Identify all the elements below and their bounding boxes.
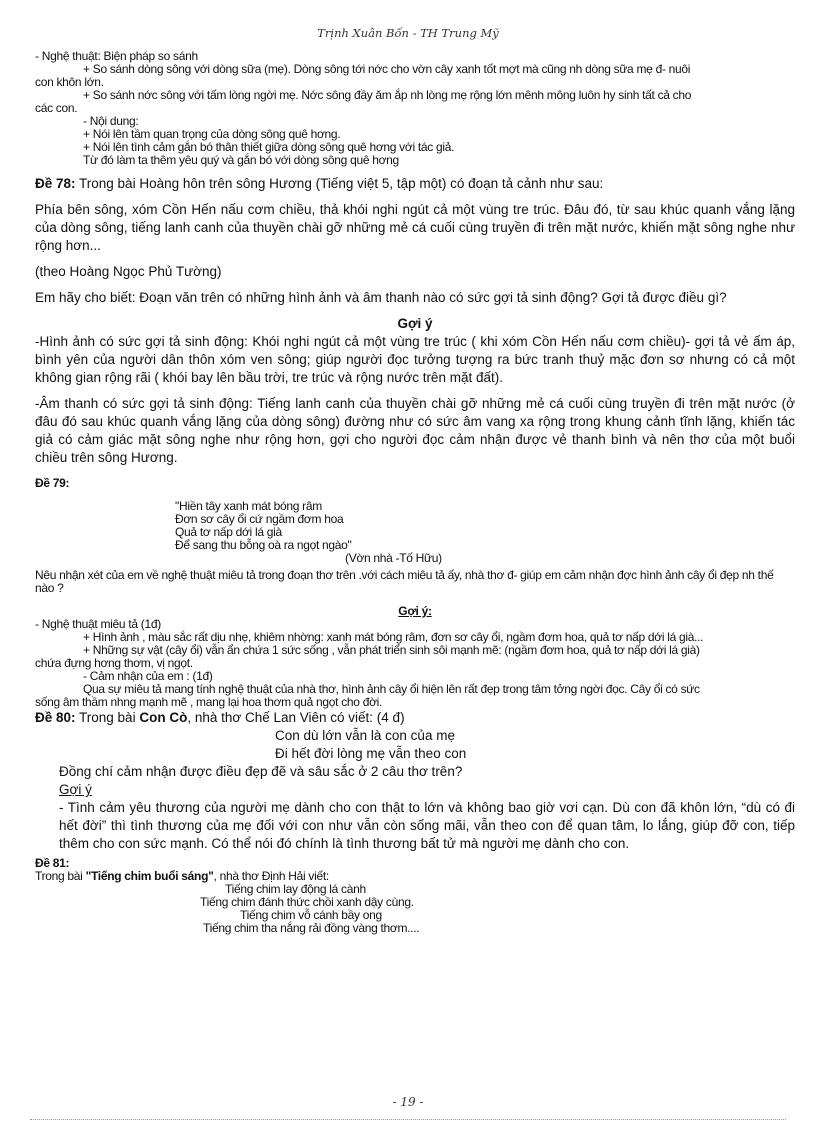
question-78-hint-sound: -Âm thanh có sức gợi tả sinh động: Tiếng lanh canh của thuyền chài gỡ những mẻ cá cuối cùng truyền đi trên mặt nước (ở đâu đó sau khúc quanh vắng lặng của dòng sông) đường như có sức âm vang xa rộng trong khung cảnh tĩnh lặng, khiến tác giả có cảm giác mặt sông nghe như rộng hơn, gợi cho người đọc cảm nhận được vẻ thanh bình và nên thơ của một buổi chiều trên sông Hương. bbox=[35, 396, 795, 465]
art-heading: - Nghệ thuật: Biện pháp so sánh bbox=[35, 49, 198, 63]
question-80-question: Đồng chí cảm nhận được điều đẹp đẽ và sâu sắc ở 2 câu thơ trên? bbox=[59, 764, 463, 779]
hint-79-feeling-text: Qua sự miêu tả mang tính nghệ thuật của nhà thơ, hình ảnh cây ổi hiện lên rất đẹp trong tâm tởng ngời đọc. Cây ổi có sức bbox=[83, 682, 700, 696]
page-content bbox=[35, 50, 795, 935]
poem-79-line-4: Để sang thu bỗng oà ra ngọt ngào" bbox=[175, 538, 352, 552]
question-81-label: Đề 81: bbox=[35, 856, 70, 870]
content-point-2: + Nói lên tình cảm gắn bó thân thiết giữa dòng sông quê hơng với tác giả. bbox=[83, 140, 455, 154]
footer-divider bbox=[30, 1119, 786, 1120]
poem-79-source: (Vờn nhà -Tố Hữu) bbox=[345, 551, 442, 565]
question-80-hint-title: Gợi ý bbox=[59, 782, 92, 797]
question-80-intro-b: , nhà thơ Chế Lan Viên có viết: (4 đ) bbox=[187, 710, 405, 725]
content-conclusion: Từ đó làm ta thêm yêu quý và gắn bó với dòng sông quê hơng bbox=[83, 153, 399, 167]
poem-79-line-1: "Hiền tây xanh mát bóng râm bbox=[175, 499, 322, 513]
question-80-intro bbox=[35, 709, 795, 727]
poem-81-line-4: Tiếng chim tha nắng rải đồng vàng thơm.... bbox=[203, 921, 420, 935]
question-78-source: (theo Hoàng Ngọc Phủ Tường) bbox=[35, 264, 222, 279]
poem-80-line-2: Đi hết đời lòng mẹ vẫn theo con bbox=[275, 746, 467, 761]
poem-81-line-2: Tiếng chim đánh thức chồi xanh dậy cùng. bbox=[200, 895, 414, 909]
hint-79-point-1: + Hình ảnh , màu sắc rất dịu nhẹ, khiêm nhờng: xanh mát bóng râm, đơn sơ cây ổi, ngầm đơm hoa, quả tơ nấp dới lá già... bbox=[83, 630, 704, 644]
question-81-title: "Tiếng chim buổi sáng" bbox=[85, 869, 214, 883]
question-78-question: Em hãy cho biết: Đoạn văn trên có những hình ảnh và âm thanh nào có sức gợi tả sinh động? Gợi tả được điều gì? bbox=[35, 290, 727, 305]
question-80-intro-a: Trong bài bbox=[75, 710, 140, 725]
question-80-hint: - Tình cảm yêu thương của người mẹ dành cho con thật to lớn và không bao giờ vơi cạn. Dù con đã khôn lớn, “dù có đi hết đời” thì tình thương của mẹ đối với con như vẫn còn sống mãi, vẫn theo con để quan tâm, lo lắng, giúp đỡ con, tiếp thêm cho con sức mạnh. Có thể nói đó chính là tình thương bất tử mà người mẹ dành cho con. bbox=[59, 800, 795, 851]
poem-79-line-2: Đơn sơ cây ổi cứ ngầm đơm hoa bbox=[175, 512, 344, 526]
question-78-hint-image: -Hình ảnh có sức gợi tả sinh động: Khói nghi ngút cả một vùng tre trúc ( khi xóm Cồn Hến nấu cơm chiều)- gợi tả vẻ ấm áp, bình yên của người dân thôn xóm ven sông; giúp người đọc tưởng tượng ra bức tranh thuỷ mặc đơn sơ nhưng có cả một không gian rộng rãi ( khói bay lên bầu trời, tre trúc và rộng nước trên mặt đất). bbox=[35, 334, 795, 385]
question-78-label: Đề 78: bbox=[35, 176, 76, 191]
question-79-hint-title: Gợi ý: bbox=[398, 604, 432, 618]
question-78-intro-text: Trong bài Hoàng hôn trên sông Hương (Tiếng việt 5, tập một) có đoạn tả cảnh như sau: bbox=[75, 176, 604, 191]
compare-water-heart-cont: các con. bbox=[35, 101, 78, 115]
compare-river-milk: + So sánh dòng sông với dòng sữa (mẹ). Dòng sông tới nớc cho vờn cây xanh tốt mợt mà cũng nh dòng sữa mẹ đ- nuôi bbox=[83, 62, 691, 76]
question-81-intro-a: Trong bài bbox=[35, 869, 86, 883]
poem-79-line-3: Quả tơ nấp dới lá già bbox=[175, 525, 282, 539]
poem-80-line-1: Con dù lớn vẫn là con của mẹ bbox=[275, 728, 455, 743]
compare-water-heart: + So sánh nớc sông với tấm lòng ngời mẹ. Nớc sông đầy ăm ắp nh lòng mẹ rộng lớn mênh mông luôn hy sinh tất cả cho bbox=[83, 88, 692, 102]
page-number: - 19 - bbox=[392, 1095, 424, 1109]
hint-79-art: - Nghệ thuật miêu tả (1đ) bbox=[35, 617, 161, 631]
question-81-intro-b: , nhà thơ Định Hải viết: bbox=[213, 869, 329, 883]
question-80-label: Đề 80: bbox=[35, 710, 76, 725]
question-78-intro bbox=[35, 175, 795, 193]
compare-river-milk-cont: con khôn lớn. bbox=[35, 75, 104, 89]
content-heading: - Nội dung: bbox=[83, 114, 139, 128]
hint-79-point-2-cont: chứa đựng hơng thơm, vị ngọt. bbox=[35, 656, 193, 670]
hint-79-feeling-cont: sống âm thầm nhng mạnh mẽ , mang lại hoa thơm quả ngọt cho đời. bbox=[35, 695, 383, 709]
hint-79-feeling: - Cảm nhận của em : (1đ) bbox=[83, 669, 213, 683]
page-header: Trịnh Xuân Bốn - TH Trung Mỹ bbox=[317, 26, 499, 40]
poem-81-line-1: Tiếng chim lay động lá cành bbox=[225, 882, 366, 896]
question-79-label: Đề 79: bbox=[35, 476, 70, 490]
question-80-title: Con Cò bbox=[139, 710, 188, 725]
hint-79-point-2: + Những sự vật (cây ổi) vẫn ẩn chứa 1 sức sống , vẫn phát triển sinh sôi mạnh mẽ: (ngầm đơm hoa, quả tơ nấp dới lá già) bbox=[83, 643, 700, 657]
question-81-intro bbox=[35, 870, 795, 883]
question-78-passage: Phía bên sông, xóm Cồn Hến nấu cơm chiều, thả khói nghi ngút cả một vùng tre trúc. Đâu đó, từ sau khúc quanh vắng lặng của dòng sông, tiếng lanh canh của thuyền chài gỡ những mẻ cá cuối cùng truyền đi trên mặt nước, khiến mặt sông nghe như rộng hơn... bbox=[35, 202, 795, 253]
content-point-1: + Nói lên tầm quan trọng của dòng sông quê hơng. bbox=[83, 127, 341, 141]
question-78-hint-title: Gợi ý bbox=[397, 316, 433, 331]
poem-81-line-3: Tiếng chim vỗ cánh bầy ong bbox=[240, 908, 382, 922]
question-79-question: Nêu nhận xét của em về nghệ thuật miêu tả trong đoạn thơ trên .với cách miêu tả ấy, nhà thơ đ- giúp em cảm nhận đợc hình ảnh cây ổi đẹp nh thế nào ? bbox=[35, 568, 774, 595]
